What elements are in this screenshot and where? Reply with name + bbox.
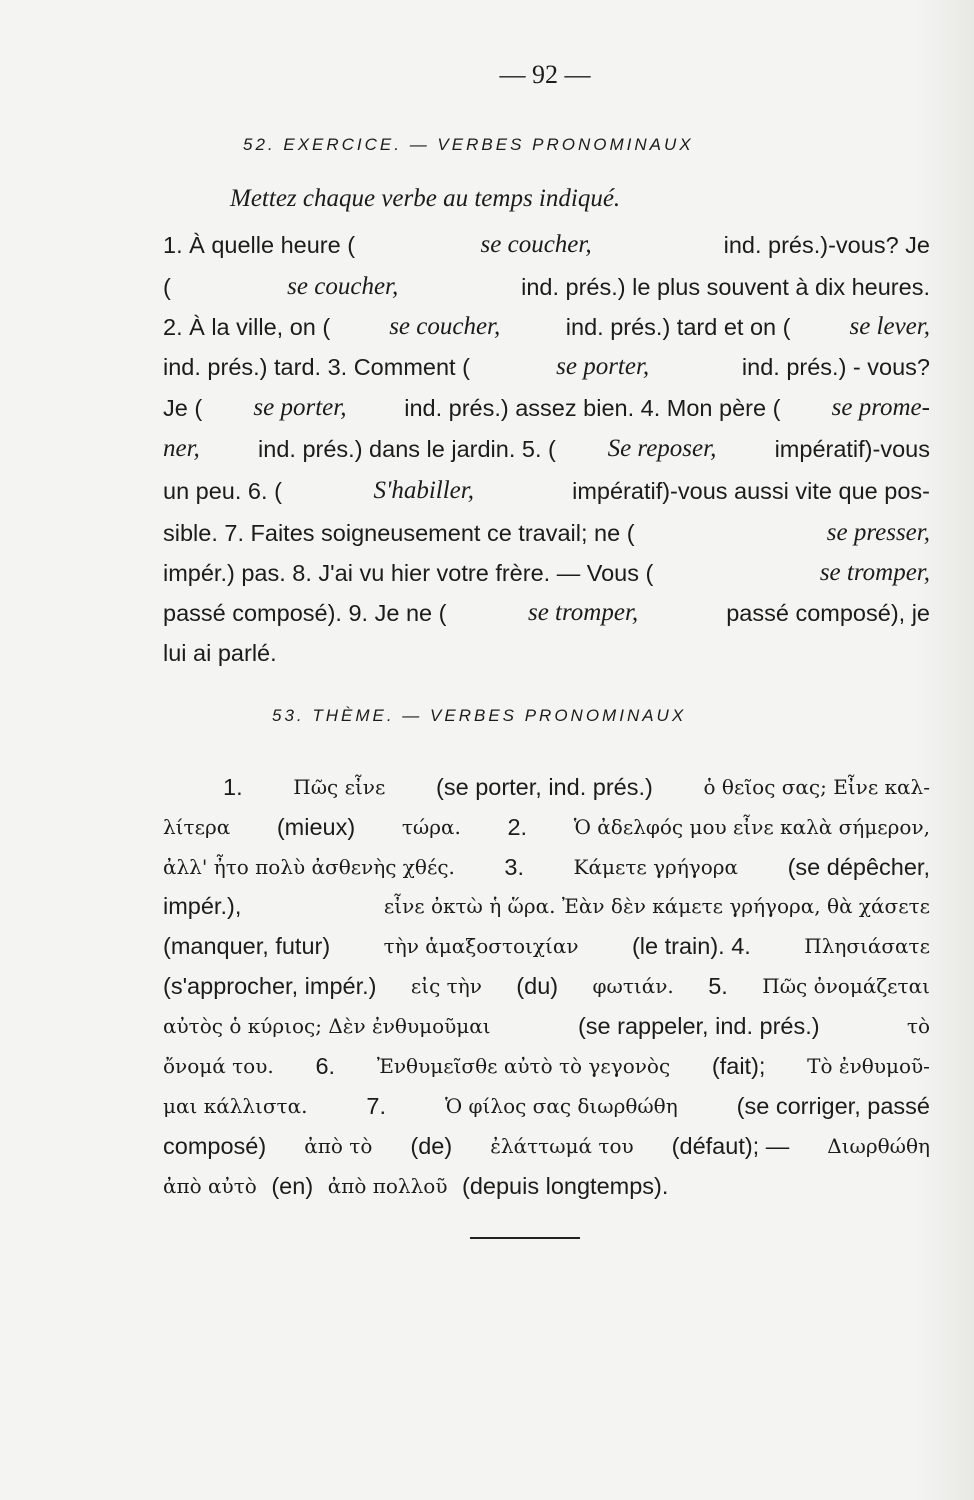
page-number: — 92 — — [499, 60, 591, 89]
text-segment: (fait); — [705, 1053, 772, 1079]
text-segment: τὸ — [906, 1014, 930, 1038]
text-line — [163, 971, 930, 1001]
text-segment: se prome- — [831, 394, 930, 421]
text-line — [163, 393, 930, 423]
text-segment: Κάμετε γρήγορα — [573, 855, 739, 879]
text-segment: se lever, — [849, 313, 930, 340]
text-segment: λίτερα — [163, 815, 231, 839]
text-segment: impératif)-vous — [768, 436, 930, 462]
text-line — [163, 638, 930, 668]
text-segment: ind. prés.) assez bien. 4. Mon père ( — [397, 395, 781, 421]
text-segment: (se porter, ind. prés.) — [429, 774, 660, 800]
text-segment: 1. — [223, 774, 250, 800]
text-segment: 2. À la ville, on ( — [163, 314, 331, 340]
text-segment: ὁ θεῖος σας; Εἶνε καλ- — [703, 775, 930, 799]
text-segment: ὄνομά του. — [163, 1054, 274, 1078]
text-line — [163, 1011, 930, 1041]
text-segment: Πῶς ὀνομάζεται — [762, 974, 930, 998]
text-line — [163, 1051, 930, 1081]
text-segment: ἀλλ' ἦτο πολὺ ἀσθενὴς χθές. — [163, 855, 455, 879]
text-segment: αὐτὸς ὁ κύριος; Δὲν ἐνθυμοῦμαι — [163, 1014, 491, 1038]
text-segment: passé composé). 9. Je ne ( — [163, 600, 447, 626]
text-segment: se coucher, — [480, 231, 592, 258]
text-line — [223, 772, 930, 802]
text-segment: ἀπὸ αὐτὸ — [163, 1174, 257, 1198]
text-line — [163, 434, 930, 464]
text-segment: (en) — [264, 1173, 320, 1199]
text-line — [163, 598, 930, 628]
exercise-52-heading: 52. EXERCICE. — VERBES PRONOMINAUX — [243, 135, 694, 154]
text-segment: se tromper, — [527, 599, 639, 626]
text-segment: ἀπὸ πολλοῦ — [327, 1174, 448, 1198]
text-segment: Ὁ ἀδελφός μου εἶνε καλὰ σήμερον, — [573, 815, 930, 839]
text-segment: (depuis longtemps). — [455, 1173, 669, 1199]
page-edge-shadow — [914, 0, 974, 1500]
text-line — [163, 558, 930, 588]
text-segment: ind. prés.) tard et on ( — [559, 314, 791, 340]
text-segment: (s'approcher, impér.) — [163, 973, 383, 999]
text-segment: εἶνε ὀκτὼ ἡ ὥρα. Ἐὰν δὲν κάμετε γρήγορα, θὰ χάσετε — [383, 894, 930, 918]
text-segment: un peu. 6. ( — [163, 478, 282, 504]
text-segment: τὴν ἁμαξοστοιχίαν — [383, 934, 579, 958]
text-segment: Ἐνθυμεῖσθε αὐτὸ τὸ γεγονὸς — [376, 1054, 671, 1078]
text-segment: 6. — [308, 1053, 342, 1079]
text-segment: (de) — [403, 1133, 459, 1159]
text-segment: lui ai parlé. — [163, 640, 277, 666]
text-line — [163, 891, 930, 921]
text-segment: (se dépêcher, — [781, 854, 930, 880]
text-segment: impér.) pas. 8. J'ai vu hier votre frère. — Vous ( — [163, 560, 654, 586]
text-segment: impératif)-vous aussi vite que pos- — [565, 478, 930, 504]
text-segment: ind. prés.)-vous? Je — [717, 232, 930, 258]
text-segment: 1. À quelle heure ( — [163, 232, 356, 258]
text-segment: 5. — [701, 973, 735, 999]
text-segment: se porter, — [556, 353, 650, 380]
text-segment: (mieux) — [270, 814, 362, 840]
text-line — [163, 518, 930, 548]
text-segment: (se corriger, passé — [730, 1093, 930, 1119]
text-segment: Ὁ φίλος σας διωρθώθη — [445, 1094, 678, 1118]
text-segment: se tromper, — [819, 559, 930, 586]
text-segment: μαι κάλλιστα. — [163, 1094, 308, 1118]
text-line — [163, 1131, 930, 1161]
text-segment: Διωρθώθη — [827, 1134, 930, 1158]
text-segment: se coucher, — [389, 313, 501, 340]
text-segment: se presser, — [826, 519, 930, 546]
text-segment: φωτιάν. — [592, 974, 674, 998]
text-segment: ἀπὸ τὸ — [304, 1134, 373, 1158]
text-segment: se coucher, — [287, 273, 399, 300]
text-segment: Se reposer, — [607, 435, 717, 462]
text-line — [163, 352, 930, 382]
text-segment: 2. — [500, 814, 534, 840]
text-segment: S'habiller, — [373, 477, 474, 504]
text-segment: Τὸ ἐνθυμοῦ- — [807, 1054, 930, 1078]
text-segment: ner, — [163, 435, 200, 462]
text-segment: composé) — [163, 1133, 273, 1159]
text-segment: Je ( — [163, 395, 203, 421]
text-segment: (se rappeler, ind. prés.) — [571, 1013, 827, 1039]
text-line — [163, 931, 930, 961]
text-line — [163, 812, 930, 842]
text-segment: se porter, — [253, 394, 347, 421]
text-segment: 3. — [497, 854, 531, 880]
text-segment: passé composé), je — [719, 600, 930, 626]
text-segment: εἰς τὴν — [410, 974, 482, 998]
text-segment: 7. — [359, 1093, 393, 1119]
text-line — [163, 476, 930, 506]
text-line — [163, 272, 930, 302]
text-segment: Πλησιάσατε — [804, 934, 930, 958]
text-segment: sible. 7. Faites soigneusement ce travail; ne ( — [163, 520, 635, 546]
exercise-52-instruction: Mettez chaque verbe au temps indiqué. — [230, 185, 621, 212]
text-line — [163, 312, 930, 342]
text-segment: ( — [163, 274, 171, 300]
text-segment: impér.), — [163, 893, 248, 919]
exercise-53-heading: 53. THÈME. — VERBES PRONOMINAUX — [272, 706, 687, 725]
text-segment: ind. prés.) le plus souvent à dix heures. — [514, 274, 930, 300]
text-segment: ind. prés.) - vous? — [735, 354, 930, 380]
text-segment: (du) — [509, 973, 565, 999]
text-segment: Πῶς εἶνε — [293, 775, 386, 799]
text-segment: ind. prés.) dans le jardin. 5. ( — [251, 436, 556, 462]
text-line — [163, 1091, 930, 1121]
text-line — [163, 852, 930, 882]
text-line — [163, 230, 930, 260]
text-segment: ἐλάττωμά του — [490, 1134, 634, 1158]
end-rule — [470, 1237, 580, 1239]
text-segment: ind. prés.) tard. 3. Comment ( — [163, 354, 470, 380]
text-segment: (le train). 4. — [625, 933, 758, 959]
text-segment: (manquer, futur) — [163, 933, 337, 959]
text-line — [163, 1171, 930, 1201]
text-segment: τώρα. — [401, 815, 461, 839]
text-segment: (défaut); — — [665, 1133, 796, 1159]
